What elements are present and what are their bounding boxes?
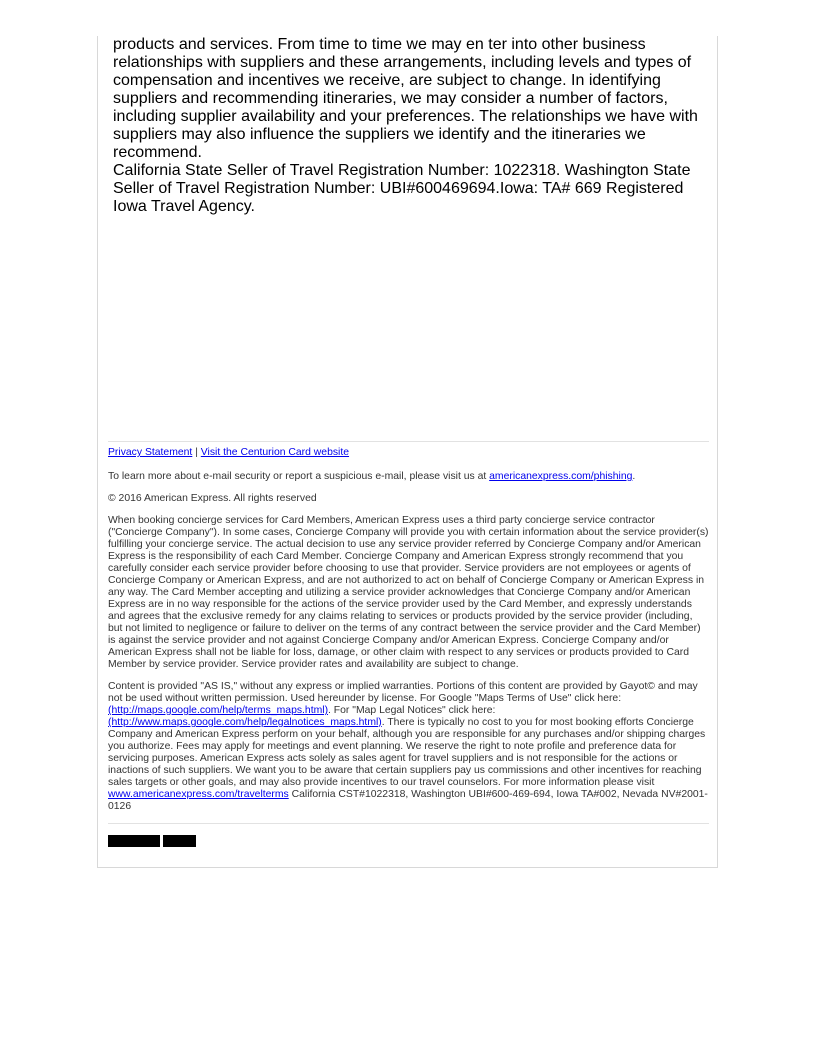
- content-text-4: California CST#1022318, Washington UBI#600-469-694, Iowa TA#002, Nevada NV#2001-0126: [108, 789, 708, 812]
- footer-links-row: [108, 447, 709, 459]
- maps-terms-link[interactable]: (http://maps.google.com/help/terms_maps.html): [108, 705, 329, 716]
- security-period: .: [632, 471, 636, 482]
- content-text-3: . There is typically no cost to you for most booking efforts Concierge Company and American Express perform on your behalf, although you are responsible for any purchases and/or shipping charges you authorize. Fees may apply for meetings and event planning. We reserve the right to note profile and preference data for servicing purposes. American Express acts solely as sales agent for travel suppliers and is not responsible for the actions or inactions of such suppliers. We want you to be aware that certain suppliers pay us commissions and other incentives for reaching sales targets or other goals, and may also provide incentives to our travel counselors. For more information please visit: [108, 717, 706, 788]
- maps-legal-notices-link[interactable]: (http://www.maps.google.com/help/legalnotices_maps.html): [108, 717, 382, 728]
- redacted-code-row: [108, 835, 709, 847]
- concierge-disclaimer: When booking concierge services for Card Members, American Express uses a third party concierge service contractor ("Concierge Company"). In some cases, Concierge Company will provide you with certain information about the service provider(s) fulfilling your concierge service. The actual decision to use any service provider referred by Concierge Company and/or American Express is the responsibility of each Card Member. Concierge Company and American Express strongly recommend that you carefully consider each service provider before choosing to use that provider. Service providers are not employees or agents of Concierge Company or American Express, and are not authorized to act on behalf of Concierge Company or American Express in any way. The Card Member accepting and utilizing a service provider acknowledges that Concierge Company and/or American Express are in no way responsible for the actions of the service provider used by the Card Member, and expressly understands and agrees that the exclusive remedy for any claims relating to services or products provided by the service provider (including, but not limited to negligence or failure to deliver on the terms of any contract between the service provider and the Card Member) is against the service provider and not against Concierge Company and/or American Express. Concierge Company and/or American Express shall not be liable for loss, damage, or other claim with respect to any services or products provided to Card Member by service provider. Service provider rates and availability are subject to change.: [108, 515, 709, 670]
- redaction-block-1: [108, 835, 160, 847]
- redaction-block-2: [163, 835, 196, 847]
- link-separator: |: [192, 447, 201, 458]
- email-content-frame: [97, 36, 718, 868]
- centurion-website-link[interactable]: Visit the Centurion Card website: [200, 447, 350, 458]
- security-text: To learn more about e-mail security or report a suspicious e-mail, please visit us at: [108, 471, 490, 482]
- content-disclaimer: [108, 681, 709, 813]
- supplier-relationships-paragraph: products and services. From time to time we may en ter into other business relationships with suppliers and these arrangements, including levels and types of compensation and incentives we receive, are subject to change. In identifying suppliers and recommending itineraries, we may consider a number of factors, including supplier availability and your preferences. The relationships we have with suppliers may also influence the suppliers we identify and the itineraries we recommend.: [113, 36, 698, 161]
- registration-paragraph: California State Seller of Travel Registration Number: 1022318. Washington State Seller of Travel Registration Number: UBI#600469694.Iowa: TA# 669 Registered Iowa Travel Agency.: [113, 162, 691, 215]
- footer-divider: [108, 823, 709, 824]
- email-footer: [108, 441, 709, 847]
- email-security-notice: [108, 471, 709, 483]
- phishing-link[interactable]: americanexpress.com/phishing: [489, 471, 633, 482]
- main-body-text: [113, 36, 708, 216]
- content-text-1: Content is provided "AS IS," without any express or implied warranties. Portions of this content are provided by Gayot© and may not be used without written permission. Used hereunder by license. For Google "Maps Terms of Use" click here:: [108, 681, 698, 704]
- privacy-statement-link[interactable]: Privacy Statement: [108, 447, 193, 458]
- travel-terms-link[interactable]: www.americanexpress.com/travelterms: [108, 789, 289, 800]
- copyright-notice: © 2016 American Express. All rights reserved: [108, 493, 317, 504]
- content-text-2: . For "Map Legal Notices" click here:: [328, 705, 496, 716]
